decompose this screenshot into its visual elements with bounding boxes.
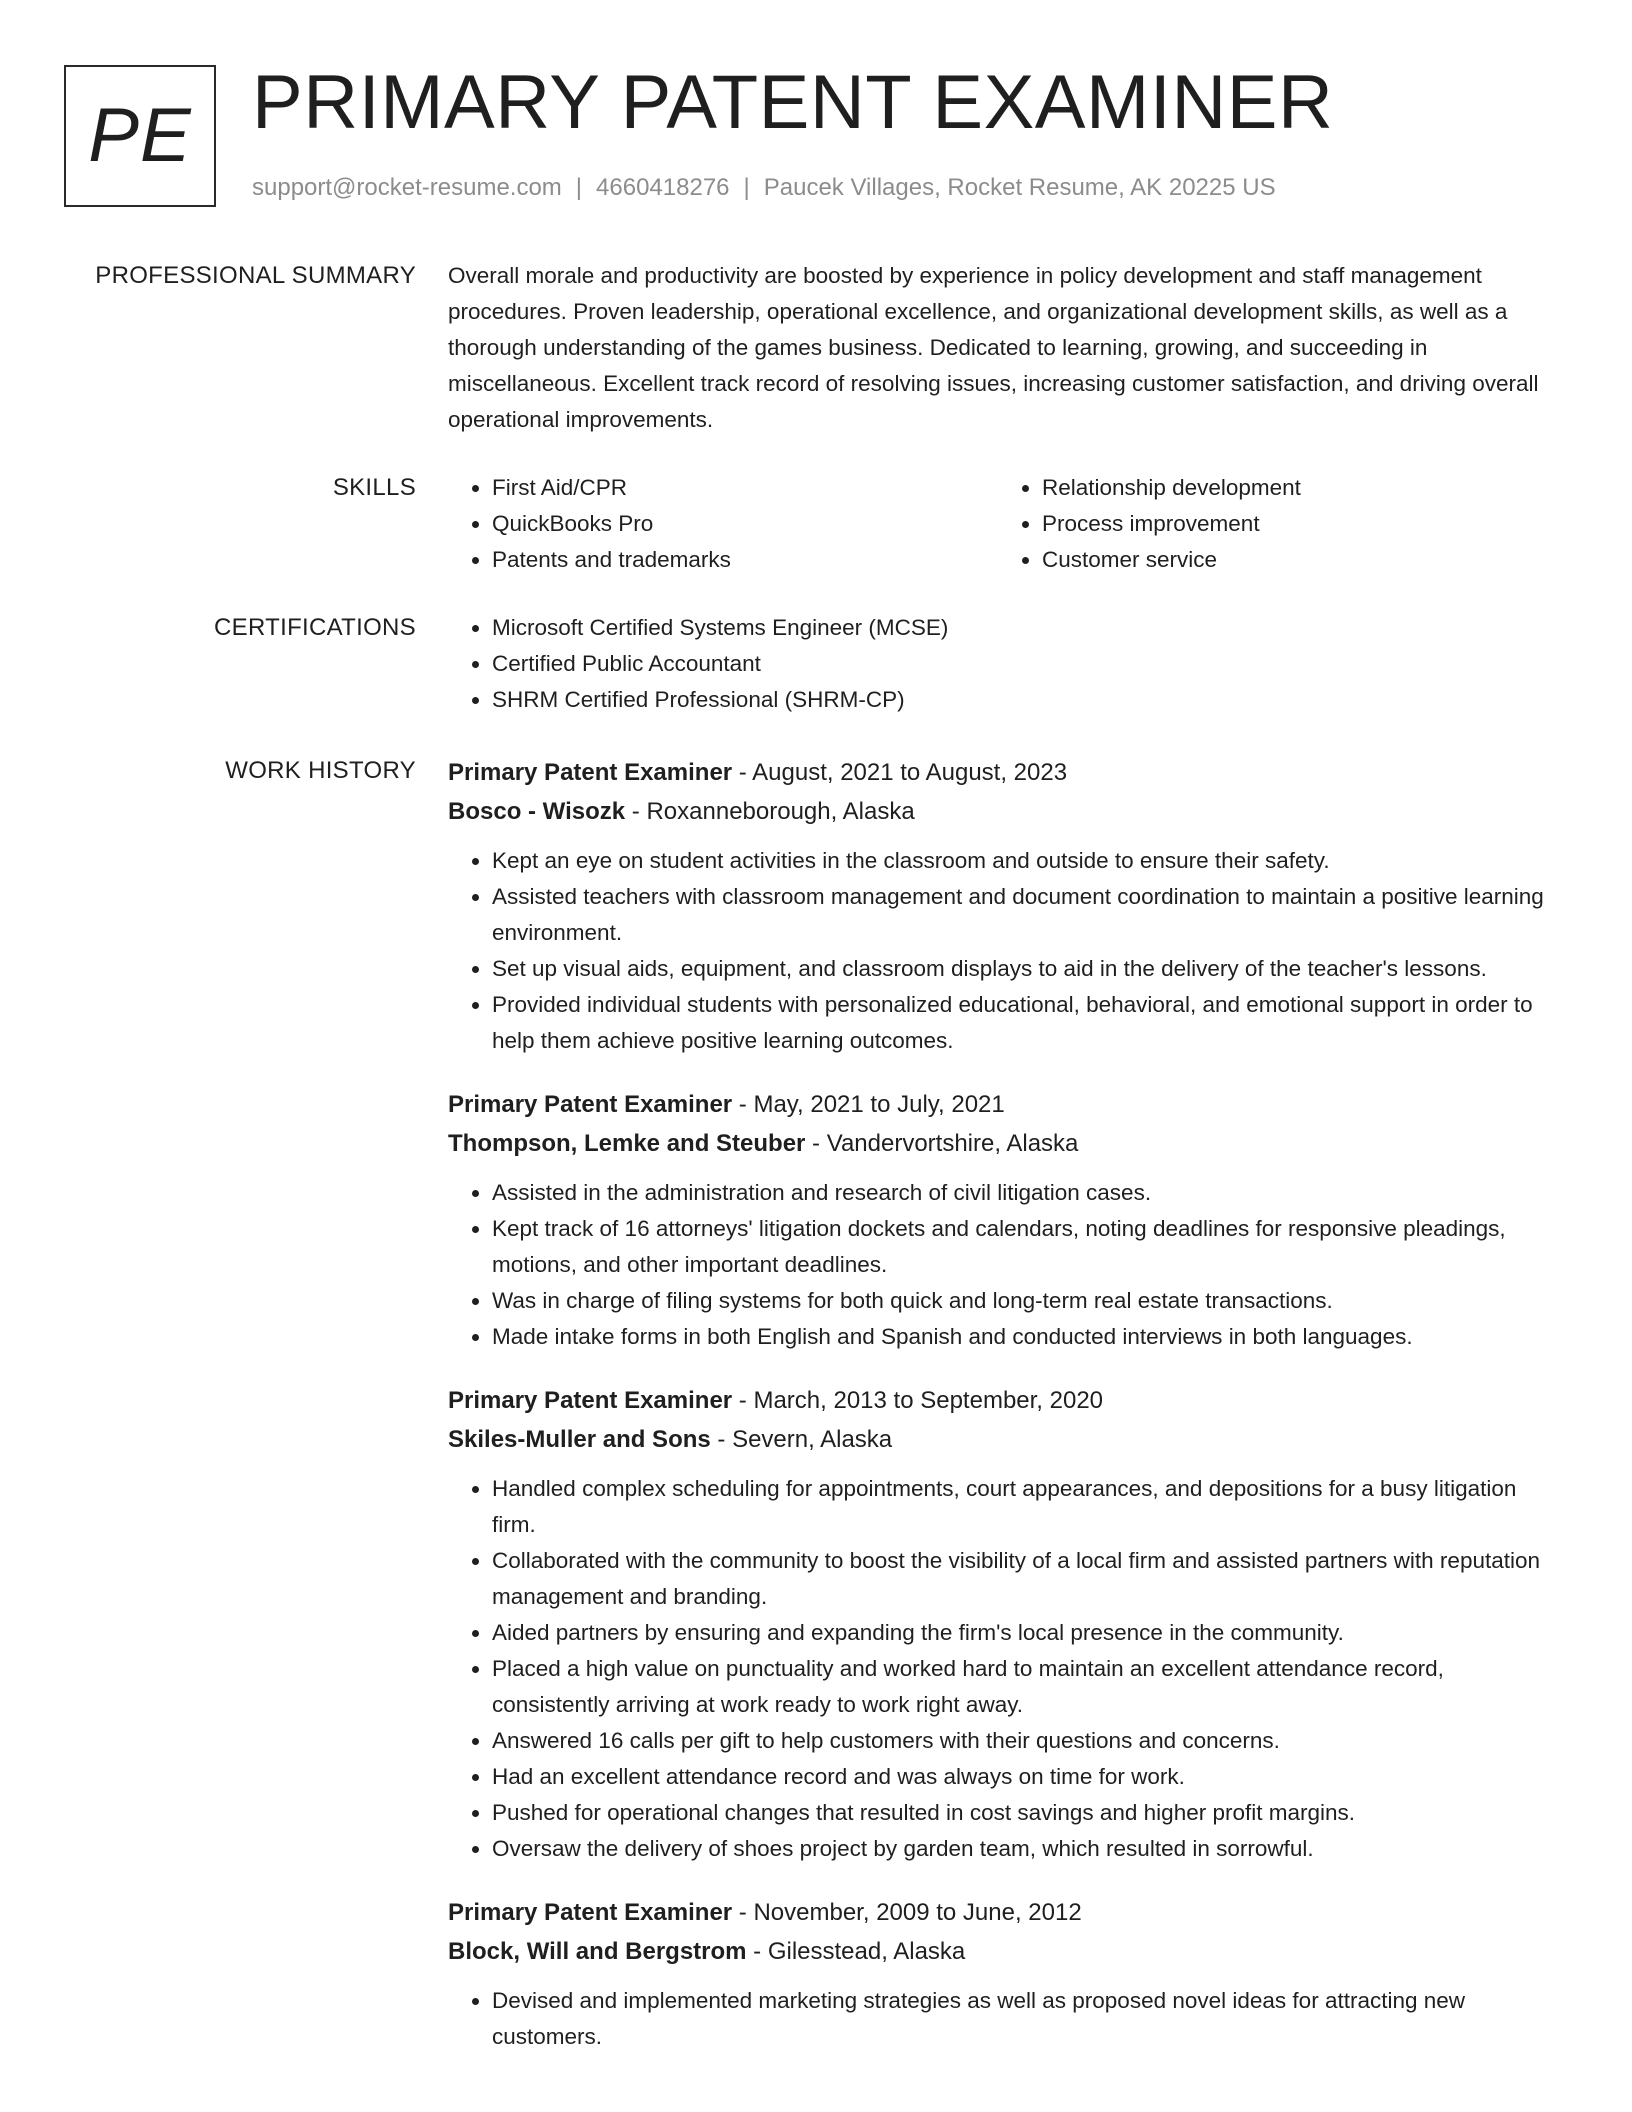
list-item: • Process improvement	[1042, 506, 1548, 542]
job-title-line	[448, 753, 1564, 792]
job-title-line	[448, 1893, 1564, 1932]
job-dates: - August, 2021 to August, 2023	[732, 759, 1068, 786]
job-bullets	[448, 1175, 1564, 1355]
list-item: • Microsoft Certified Systems Engineer (MCSE)	[492, 610, 1564, 646]
list-item: • Set up visual aids, equipment, and classroom displays to aid in the delivery of the teacher's lessons.	[492, 951, 1564, 987]
list-item: • Made intake forms in both English and Spanish and conducted interviews in both languages.	[492, 1319, 1564, 1355]
list-item: • Pushed for operational changes that resulted in cost savings and higher profit margins.	[492, 1795, 1564, 1831]
job-company: Block, Will and Bergstrom	[448, 1938, 747, 1965]
list-item: • Kept track of 16 attorneys' litigation dockets and calendars, noting deadlines for responsive pleadings, motions, and other important deadlines.	[492, 1211, 1564, 1283]
list-item: • Patents and trademarks	[492, 542, 998, 578]
summary-text: Overall morale and productivity are boosted by experience in policy development and staff management procedures. Proven leadership, operational excellence, and organizational development skills, as well as a thorough understanding of the games business. Dedicated to learning, growing, and succeeding in miscellaneous. Excellent track record of resolving issues, increasing customer satisfaction, and driving overall operational improvements.	[448, 263, 1539, 432]
monogram-initials: PE	[88, 93, 192, 178]
section-label-certifications: CERTIFICATIONS	[214, 614, 416, 641]
job-company: Thompson, Lemke and Steuber	[448, 1130, 806, 1157]
job-entry	[448, 1381, 1564, 1867]
contact-separator: |	[743, 174, 750, 201]
list-item: • Was in charge of filing systems for both quick and long-term real estate transactions.	[492, 1283, 1564, 1319]
list-item: • Collaborated with the community to boost the visibility of a local firm and assisted partners with reputation management and branding.	[492, 1543, 1564, 1615]
job-bullets	[448, 1983, 1564, 2055]
list-item: • Provided individual students with personalized educational, behavioral, and emotional support in order to help them achieve positive learning outcomes.	[492, 987, 1564, 1059]
certifications-list	[448, 610, 1564, 718]
section-label-summary: PROFESSIONAL SUMMARY	[95, 262, 416, 289]
job-title: Primary Patent Examiner	[448, 1899, 733, 1926]
job-title-line	[448, 1381, 1564, 1420]
job-dates: - May, 2021 to July, 2021	[732, 1091, 1005, 1118]
job-company-line	[448, 792, 1564, 831]
job-bullets	[448, 843, 1564, 1059]
list-item: • Placed a high value on punctuality and worked hard to maintain an excellent attendance record, consistently arriving at work ready to work right away.	[492, 1651, 1564, 1723]
list-item: • Devised and implemented marketing strategies as well as proposed novel ideas for attracting new customers.	[492, 1983, 1564, 2055]
list-item: • Aided partners by ensuring and expanding the firm's local presence in the community.	[492, 1615, 1564, 1651]
contact-phone[interactable]: 4660418276	[596, 174, 730, 201]
skills-grid	[448, 470, 1564, 578]
list-item: • Relationship development	[1042, 470, 1548, 506]
contact-separator: |	[575, 174, 583, 201]
job-bullets	[448, 1471, 1564, 1867]
job-company: Bosco - Wisozk	[448, 798, 626, 825]
job-location: - Vandervortshire, Alaska	[805, 1130, 1079, 1157]
page-title: PRIMARY PATENT EXAMINER	[252, 60, 1334, 145]
job-dates: - March, 2013 to September, 2020	[732, 1387, 1104, 1414]
job-location: - Roxanneborough, Alaska	[625, 798, 915, 825]
job-location: - Severn, Alaska	[710, 1426, 893, 1453]
job-company: Skiles-Muller and Sons	[448, 1426, 711, 1453]
resume-header	[64, 60, 1564, 215]
list-item: • Kept an eye on student activities in the classroom and outside to ensure their safety.	[492, 843, 1564, 879]
job-title-line	[448, 1085, 1564, 1124]
section-label-work-history: WORK HISTORY	[225, 757, 416, 784]
section-label-skills: SKILLS	[332, 474, 416, 501]
job-entry	[448, 753, 1564, 1059]
list-item: • QuickBooks Pro	[492, 506, 998, 542]
monogram-logo	[64, 65, 216, 207]
skills-list-right	[998, 470, 1548, 578]
list-item: • Certified Public Accountant	[492, 646, 1564, 682]
list-item: • Oversaw the delivery of shoes project by garden team, which resulted in sorrowful.	[492, 1831, 1564, 1867]
list-item: • Answered 16 calls per gift to help customers with their questions and concerns.	[492, 1723, 1564, 1759]
job-title: Primary Patent Examiner	[448, 1091, 733, 1118]
list-item: • Assisted teachers with classroom management and document coordination to maintain a positive learning environment.	[492, 879, 1564, 951]
list-item: • Had an excellent attendance record and was always on time for work.	[492, 1759, 1564, 1795]
skills-list-left	[448, 470, 998, 578]
job-title: Primary Patent Examiner	[448, 1387, 733, 1414]
job-dates: - November, 2009 to June, 2012	[732, 1899, 1082, 1926]
job-company-line	[448, 1124, 1564, 1163]
job-company-line	[448, 1420, 1564, 1459]
certifications-body	[448, 610, 1564, 718]
contact-email[interactable]: support@rocket-resume.com	[252, 174, 562, 201]
job-title: Primary Patent Examiner	[448, 759, 733, 786]
list-item: • Assisted in the administration and research of civil litigation cases.	[492, 1175, 1564, 1211]
job-entry	[448, 1893, 1564, 2055]
job-company-line	[448, 1932, 1564, 1971]
contact-line	[252, 174, 1276, 202]
job-location: - Gilesstead, Alaska	[746, 1938, 966, 1965]
list-item: • SHRM Certified Professional (SHRM-CP)	[492, 682, 1564, 718]
contact-address: Paucek Villages, Rocket Resume, AK 20225 US	[763, 174, 1276, 201]
list-item: • First Aid/CPR	[492, 470, 998, 506]
list-item: • Customer service	[1042, 542, 1548, 578]
work-history-body	[448, 753, 1564, 2081]
job-entry	[448, 1085, 1564, 1355]
list-item: • Handled complex scheduling for appointments, court appearances, and depositions for a busy litigation firm.	[492, 1471, 1564, 1543]
